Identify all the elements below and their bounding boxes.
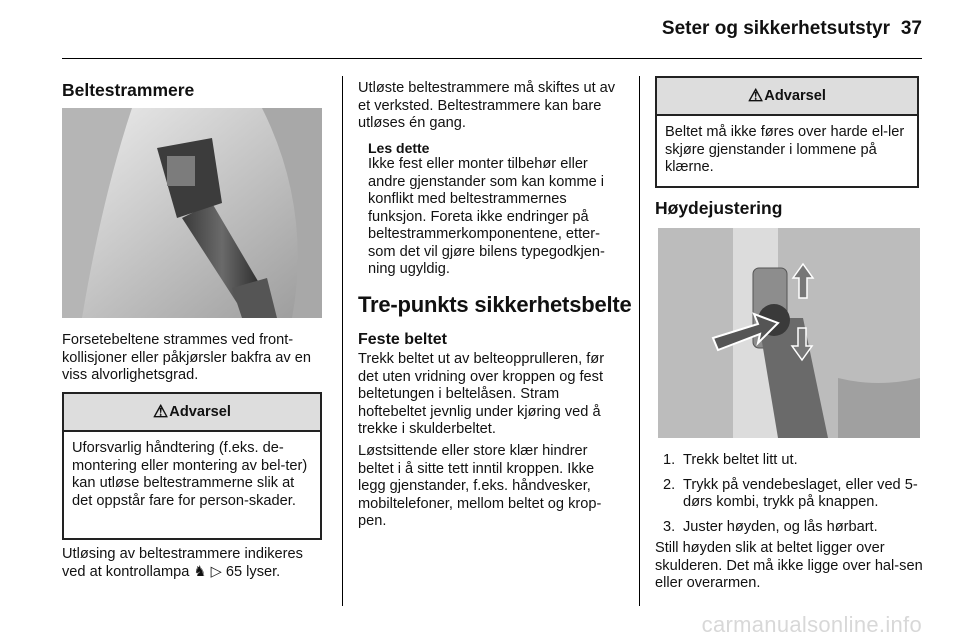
- page-number: 37: [900, 18, 922, 39]
- seatbelt-buckle-illustration: [62, 108, 322, 318]
- height-adjustment-steps: [655, 452, 923, 543]
- section-heading-three-point-belt: Tre-punkts sikkerhetsbelte: [358, 292, 632, 317]
- warning-triangle-icon: ⚠: [748, 86, 764, 105]
- step-text: Trykk på vendebeslaget, eller ved 5-dørs kombi, trykk på knappen.: [683, 476, 918, 510]
- warning-box-1: [62, 392, 322, 540]
- running-header-title: Seter og sikkerhetsutstyr: [661, 18, 890, 39]
- column-divider-2: [639, 76, 640, 606]
- step-text: Trekk beltet litt ut.: [683, 452, 798, 468]
- section-heading-hoydejustering: Høydejustering: [655, 198, 783, 218]
- indicator-paragraph-text: Utløsing av beltestrammere indikeres ved at kontrollampa: [62, 546, 303, 580]
- section-heading-beltestrammere: Beltestrammere: [62, 80, 195, 100]
- warning-triangle-icon: ⚠: [153, 402, 169, 421]
- indicator-paragraph: [62, 546, 330, 581]
- height-adjustment-photo: [658, 228, 920, 438]
- height-paragraph: Still høyden slik at beltet ligger over skulderen. Det må ikke ligge over hal-sen eller overarmen.: [655, 540, 923, 591]
- warning-box-2-text: Beltet må ikke føres over harde el-ler skjøre gjenstander i lommene på klærne.: [665, 124, 905, 175]
- note-title: Les dette: [368, 140, 430, 156]
- header-rule: [62, 58, 922, 59]
- list-item: [655, 477, 923, 512]
- reference-arrow-icon: ▷: [210, 563, 222, 580]
- warning-box-2-header: [657, 78, 917, 116]
- seatbelt-warning-lamp-icon: ♞: [193, 563, 207, 580]
- column-divider-1: [342, 76, 343, 606]
- warning-box-1-title: Advarsel: [169, 404, 231, 420]
- fastening-paragraph: Trekk beltet ut av belteopprulleren, før det uten vridning over kroppen og fest beltetungen i beltelåsen. Stram hoftebeltet jevnlig under kjøring ved å trekke i skulderbeltet.: [358, 351, 605, 437]
- pretensioner-paragraph: Forsetebeltene strammes ved front-kollisjoner eller påkjørsler bakfra av en viss alvorlighetsgrad.: [62, 332, 312, 383]
- warning-box-1-header: [64, 394, 320, 432]
- note-text: Ikke fest eller monter tilbehør eller andre gjenstander som kan komme i konflikt med beltestrammernes funksjon. Foreta ikke endringer på beltestrammerkomponentene, etter-som det vil gjøre bilens typegodkjen-ning ugyldig.: [368, 156, 605, 277]
- note-block: [368, 140, 626, 279]
- page-reference: 65 lyser.: [225, 563, 281, 580]
- step-text: Juster høyden, og lås hørbart.: [683, 518, 878, 535]
- height-adjuster-illustration: [658, 228, 920, 438]
- list-item: [655, 452, 923, 470]
- watermark: carmanualsonline.info: [701, 612, 922, 637]
- warning-box-1-text: Uforsvarlig håndtering (f.eks. de-montering eller montering av bel-ter) kan utløse beltestrammerne slik at det oppstår fare for person-skader.: [72, 440, 308, 509]
- replacement-paragraph: Utløste beltestrammere må skiftes ut av et verksted. Beltestrammere kan bare utløses én gang.: [358, 80, 616, 131]
- subheading-feste-beltet: Feste beltet: [358, 331, 447, 348]
- warning-box-2: [655, 76, 919, 188]
- step-number: 2.: [663, 476, 676, 493]
- step-number: 3.: [663, 518, 676, 535]
- list-item: [655, 519, 923, 537]
- warning-box-2-title: Advarsel: [764, 88, 826, 104]
- seatbelt-pretensioner-photo: [62, 108, 322, 318]
- clothing-paragraph: Løstsittende eller store klær hindrer beltet i å sitte tett inntil kroppen. Ikke legg gjenstander, f.eks. håndvesker, mobiltelefoner, mellom beltet og krop-pen.: [358, 443, 602, 529]
- step-number: 1.: [663, 452, 676, 468]
